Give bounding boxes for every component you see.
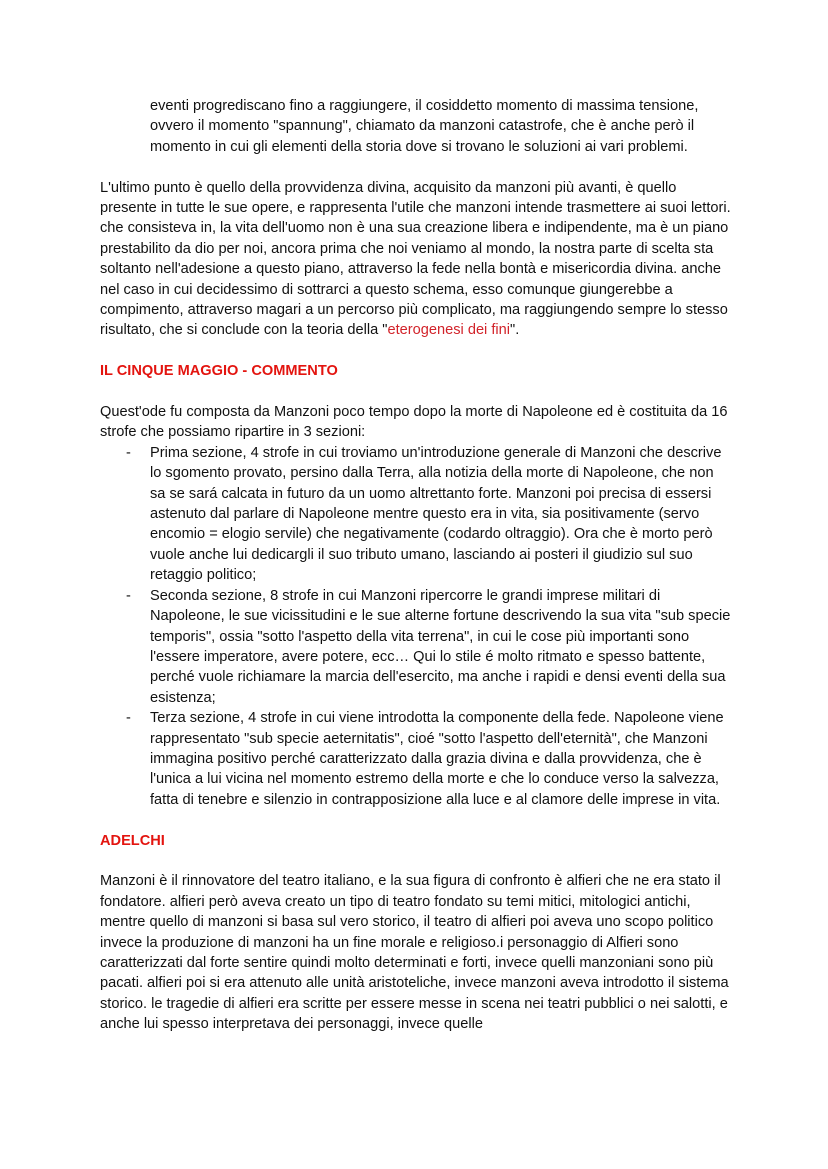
spacer: [100, 810, 732, 830]
intro-continuation-paragraph: eventi progrediscano fino a raggiungere, il cosiddetto momento di massima tensione, ovvero il momento "spannung", chiamato da manzoni catastrofe, che è anche però il momento in cui gli elementi della storia dove si trovano le soluzioni ai vari problemi.: [150, 98, 699, 155]
adelchi-heading: ADELCHI: [100, 832, 165, 849]
spacer: [100, 851, 732, 871]
provvidenza-text: L'ultimo punto è quello della provvidenza divina, acquisito da manzoni più avanti, è quello presente in tutte le sue opere, e rappresenta l'utile che manzoni intende trasmettere ai suoi lettori. che consisteva in, la vita dell'uomo non è una sua creazione libera e indipendente, ma è un piano prestabilito da dio per noi, ancora prima che noi veniamo al mondo, la nostra parte di scelta sta soltanto nell'adesione a questo piano, attraverso la fede nella bontà e misericordia divina. anche nel caso in cui decidessimo di sottrarci a questo schema, esso comunque giungerebbe a compimento, attraverso magari a un percorso più complicato, ma raggiungendo sempre lo stesso risultato, che si conclude con la teoria della ": [100, 179, 731, 339]
dash-bullet: -: [126, 587, 131, 604]
spacer: [100, 341, 732, 361]
spacer: [100, 157, 732, 177]
list-item-text: Prima sezione, 4 strofe in cui troviamo un'introduzione generale di Manzoni che descrive lo sgomento provato, persino dalla Terra, alla notizia della morte di Napoleone, che non sa se sará calcata in futuro da un uomo altrettanto forte. Manzoni poi precisa di essersi astenuto dal parlare di Napoleone mentre questo era in vita, sia positivamente (servo encomio = elogio servile) che negativamente (codardo oltraggio). Ora che è morto però vuole anche lui dedicargli il suo tributo umano, lasciando ai posteri il giudizio sul suo retaggio politico;: [150, 444, 722, 584]
document-page: [100, 96, 732, 1035]
list-item: [100, 586, 732, 708]
sections-list: [100, 443, 732, 810]
dash-bullet: -: [126, 444, 131, 461]
list-item: [100, 708, 732, 810]
cinque-maggio-intro: Quest'ode fu composta da Manzoni poco tempo dopo la morte di Napoleone ed è costituita da 16 strofe che possiamo ripartire in 3 sezioni:: [100, 404, 728, 441]
list-item-text: Terza sezione, 4 strofe in cui viene introdotta la componente della fede. Napoleone viene rappresentato "sub specie aeternitatis", cioé "sotto l'aspetto dell'eternità", che Manzoni immagina positivo perché caratterizzato dalla grazia divina e dalla provvidenza, che è l'unica a lui vicina nel momento estremo della morte e che lo conduce verso la salvezza, fatta di tenebre e silenzio in contrapposizione alla luce e al clamore delle imprese in vita.: [150, 710, 724, 808]
cinque-maggio-heading: IL CINQUE MAGGIO - COMMENTO: [100, 363, 338, 380]
adelchi-paragraph: Manzoni è il rinnovatore del teatro italiano, e la sua figura di confronto è alfieri che ne era stato il fondatore. alfieri però aveva creato un tipo di teatro fondato su temi mitici, mitologici antichi, mentre quello di manzoni si basa sul vero storico, il teatro di alfieri poi aveva uno scopo politico invece la produzione di manzoni ha un fine morale e religioso.i personaggio di Alfieri sono caratterizzati dal forte sentire quindi molto determinati e forti, invece quelli manzoniani sono più pacati. alfieri poi si era attenuto alle unità aristoteliche, invece manzoni aveva introdotto il sistema storico. le tragedie di alfieri era scritte per essere messe in scena nei teatri pubblici o nei salotti, e anche lui spesso interpretava dei personaggi, invece quelle: [100, 873, 729, 1033]
eterogenesi-highlight: eterogenesi dei fini: [387, 322, 511, 339]
list-item: [100, 443, 732, 586]
provvidenza-after: ".: [510, 322, 520, 339]
dash-bullet: -: [126, 710, 131, 727]
provvidenza-paragraph: [100, 178, 732, 341]
spacer: [100, 382, 732, 402]
list-item-text: Seconda sezione, 8 strofe in cui Manzoni ripercorre le grandi imprese militari di Napoleone, le sue vicissitudini e le sue alterne fortune descrivendo la sua vita "sub specie temporis", ossia "sotto l'aspetto della vita terrena", in cui le cose più importanti sono l'essere imperatore, avere potere, ecc… Qui lo stile é molto ritmato e spesso battente, perché vuole richiamare la marcia dell'esercito, ma anche i rapidi e densi eventi della sua esistenza;: [150, 587, 731, 706]
